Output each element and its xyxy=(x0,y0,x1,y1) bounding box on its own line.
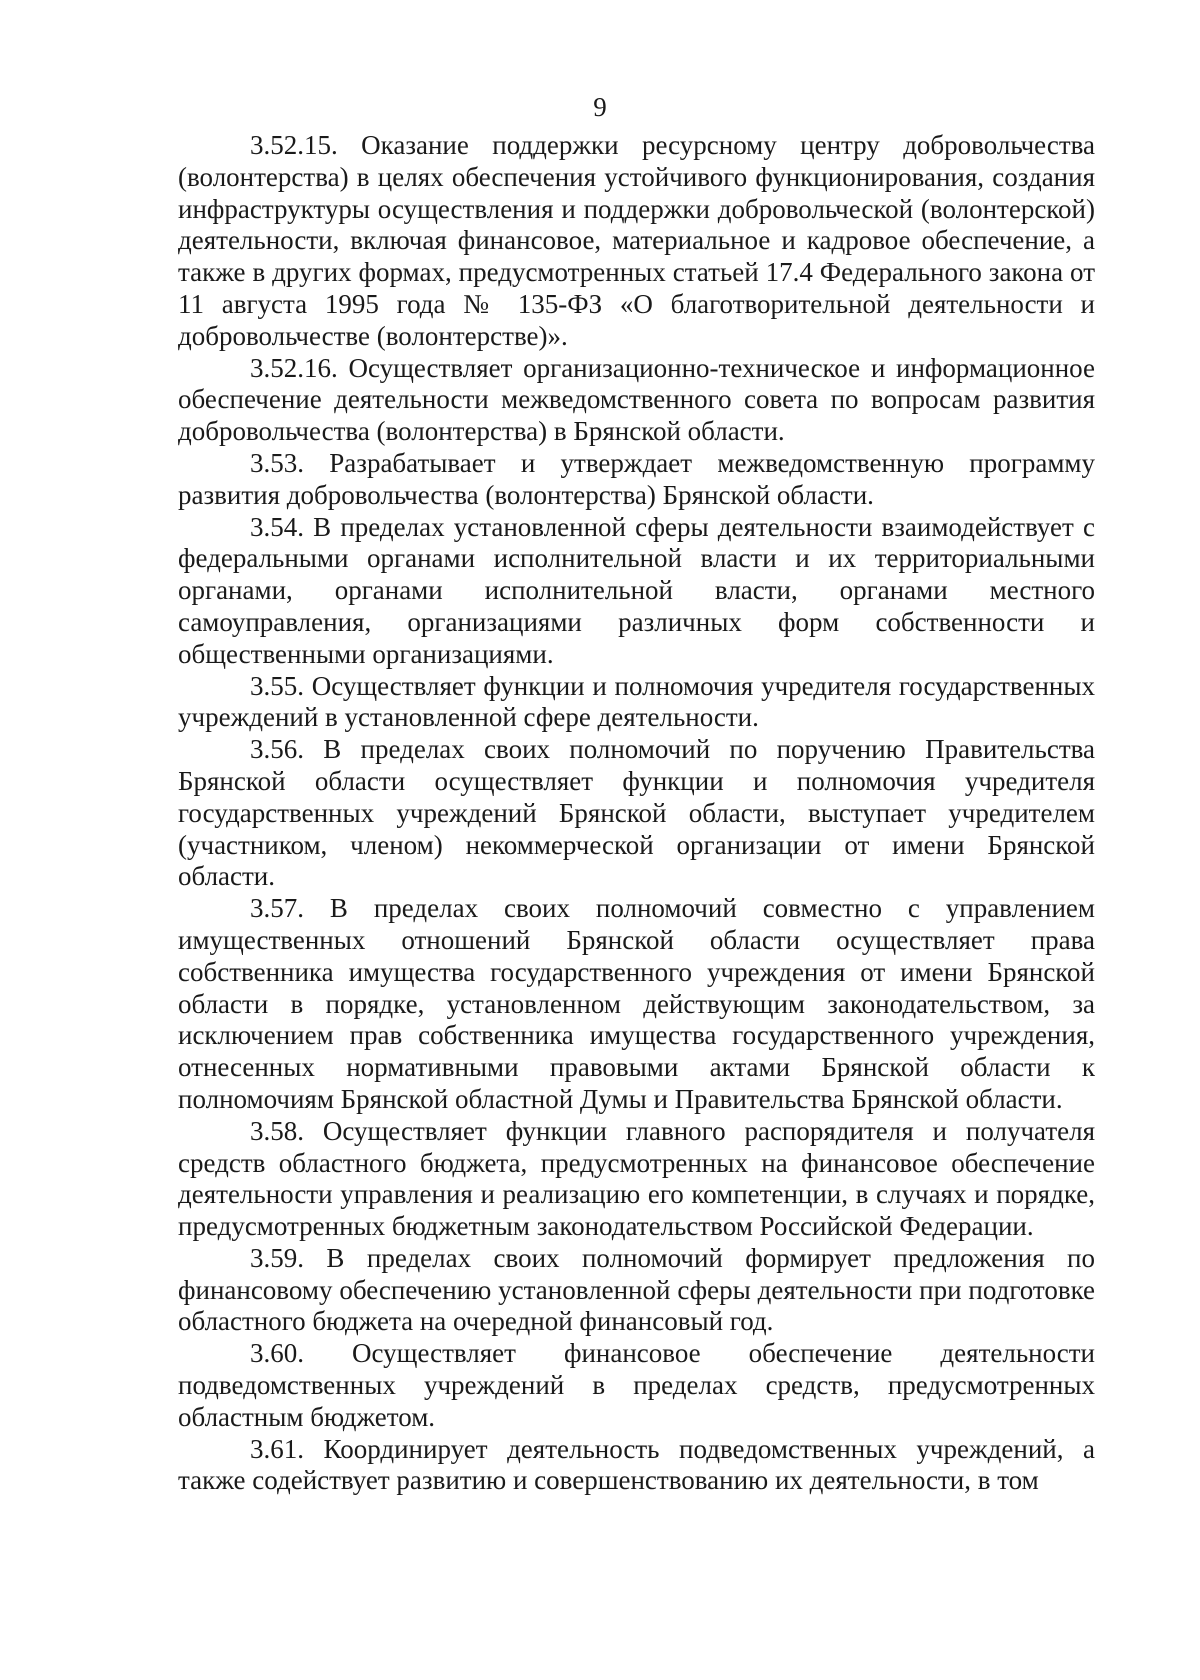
paragraph-3-52-15: 3.52.15. Оказание поддержки ресурсному центру добровольчества (волонтерства) в целях обеспечения устойчивого функционирования, создания инфраструктуры осуществления и поддержки добровольческой (волонтерской) деятельности, включая финансовое, материальное и кадровое обеспечение, а также в других формах, предусмотренных статьей 17.4 Федерального закона от 11 августа 1995 года № 135-ФЗ «О благотворительной деятельности и добровольчестве (волонтерстве)». xyxy=(178,130,1095,351)
document-body xyxy=(178,130,1095,1497)
paragraph-3-57: 3.57. В пределах своих полномочий совместно с управлением имущественных отношений Брянской области осуществляет права собственника имущества государственного учреждения от имени Брянской области в порядке, установленном действующим законодательством, за исключением прав собственника имущества государственного учреждения, отнесенных нормативными правовыми актами Брянской области к полномочиям Брянской областной Думы и Правительства Брянской области. xyxy=(178,893,1095,1114)
paragraph-3-58: 3.58. Осуществляет функции главного распорядителя и получателя средств областного бюджета, предусмотренных на финансовое обеспечение деятельности управления и реализацию его компетенции, в случаях и порядке, предусмотренных бюджетным законодательством Российской Федерации. xyxy=(178,1115,1095,1242)
paragraph-3-55: 3.55. Осуществляет функции и полномочия учредителя государственных учреждений в установленной сфере деятельности. xyxy=(178,670,1095,733)
page-number: 9 xyxy=(593,92,607,122)
paragraph-3-56: 3.56. В пределах своих полномочий по поручению Правительства Брянской области осуществляет функции и полномочия учредителя государственных учреждений Брянской области, выступает учредителем (участником, членом) некоммерческой организации от имени Брянской области. xyxy=(178,734,1095,892)
paragraph-3-53: 3.53. Разрабатывает и утверждает межведомственную программу развития добровольчества (волонтерства) Брянской области. xyxy=(178,447,1095,510)
paragraph-3-60: 3.60. Осуществляет финансовое обеспечение деятельности подведомственных учреждений в пределах средств, предусмотренных областным бюджетом. xyxy=(178,1338,1095,1432)
paragraph-3-61: 3.61. Координирует деятельность подведомственных учреждений, а также содействует развитию и совершенствованию их деятельности, в том xyxy=(178,1433,1095,1496)
paragraph-3-59: 3.59. В пределах своих полномочий формирует предложения по финансовому обеспечению установленной сферы деятельности при подготовке областного бюджета на очередной финансовый год. xyxy=(178,1242,1095,1337)
paragraph-3-54: 3.54. В пределах установленной сферы деятельности взаимодействует с федеральными органами исполнительной власти и их территориальными органами, органами исполнительной власти, органами местного самоуправления, организациями различных форм собственности и общественными организациями. xyxy=(178,511,1095,669)
paragraph-3-52-16: 3.52.16. Осуществляет организационно-техническое и информационное обеспечение деятельности межведомственного совета по вопросам развития добровольчества (волонтерства) в Брянской области. xyxy=(178,352,1095,447)
